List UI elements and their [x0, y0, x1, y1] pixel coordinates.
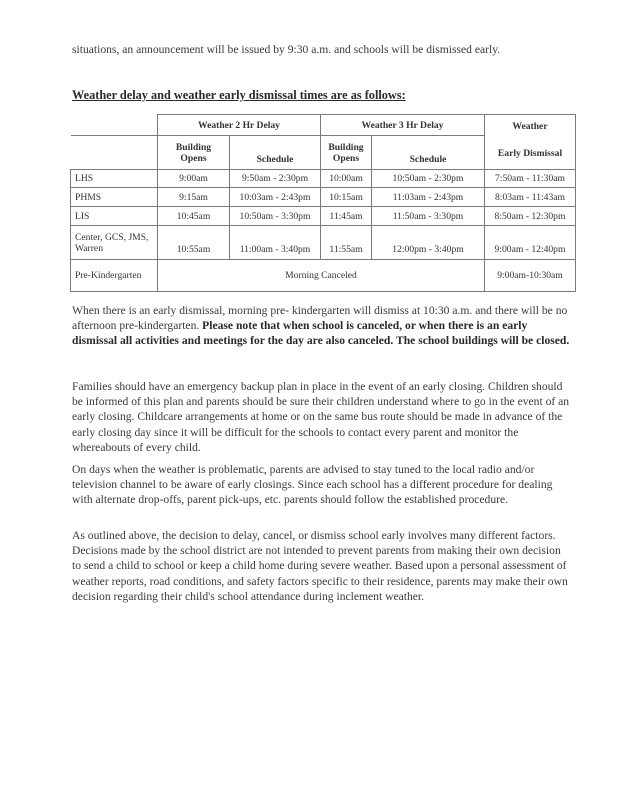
table-group-header-row	[71, 115, 576, 136]
row-school: Center, GCS, JMS, Warren	[71, 226, 158, 260]
row-early-dismissal: 8:03am - 11:43am	[485, 188, 576, 207]
early-dismissal-text: When there is an early dismissal, morning pre- kindergarten will dismiss at 10:30 a.m. and there will be no afternoon pre-kindergarten.	[72, 304, 568, 333]
row-building-opens-3hr: 10:15am	[321, 188, 372, 207]
table-corner-blank	[71, 115, 158, 136]
prek-morning-canceled: Morning Canceled	[158, 260, 485, 292]
row-schedule-2hr: 11:00am - 3:40pm	[230, 226, 321, 260]
row-building-opens-2hr: 9:00am	[158, 170, 230, 188]
header-weather-label: Weather	[512, 121, 548, 132]
table-row	[71, 226, 576, 260]
subheader-schedule-2hr: Schedule	[230, 136, 321, 170]
row-schedule-3hr: 10:50am - 2:30pm	[372, 170, 485, 188]
row-building-opens-3hr: 10:00am	[321, 170, 372, 188]
decision-paragraph: As outlined above, the decision to delay, cancel, or dismiss school early involves many different factors. Decisions made by the school district are not intended to prevent parents from making their own decision to send a child to school or keep a child home during severe weather. Based upon a personal assessment of weather reports, road conditions, and safety factors specific to their residence, parents may make their own decision regarding their child's school attendance during inclement weather.	[72, 529, 568, 603]
table-row	[71, 170, 576, 188]
row-early-dismissal: 7:50am - 11:30am	[485, 170, 576, 188]
subheader-schedule-3hr: Schedule	[372, 136, 485, 170]
section-heading: Weather delay and weather early dismissal times are as follows:	[72, 88, 406, 102]
subheader-building-opens-3hr: Building Opens	[321, 136, 372, 170]
row-school: PHMS	[71, 188, 158, 207]
row-early-dismissal: 8:50am - 12:30pm	[485, 207, 576, 226]
table-row-prek	[71, 260, 576, 292]
row-building-opens-2hr: 9:15am	[158, 188, 230, 207]
row-building-opens-2hr: 10:55am	[158, 226, 230, 260]
header-3hr-delay: Weather 3 Hr Delay	[321, 115, 485, 136]
row-early-dismissal: 9:00am-10:30am	[485, 260, 576, 292]
weather-updates-paragraph: On days when the weather is problematic, parents are advised to stay tuned to the local radio and/or television channel to be aware of early closings. Since each school has a different procedure for dealing with alternate drop-offs, parent pick-ups, etc. parents should follow the established procedure.	[72, 463, 553, 507]
row-schedule-3hr: 11:50am - 3:30pm	[372, 207, 485, 226]
row-school: Pre-Kindergarten	[71, 260, 158, 292]
row-building-opens-3hr: 11:45am	[321, 207, 372, 226]
row-school: LIS	[71, 207, 158, 226]
row-schedule-2hr: 10:03am - 2:43pm	[230, 188, 321, 207]
row-building-opens-2hr: 10:45am	[158, 207, 230, 226]
row-schedule-2hr: 10:50am - 3:30pm	[230, 207, 321, 226]
cancellation-notice: Please note that when school is canceled, or when there is an early dismissal all activities and meetings for the day are also canceled. The school buildings will be closed.	[72, 319, 570, 348]
row-schedule-3hr: 11:03am - 2:43pm	[372, 188, 485, 207]
backup-plan-paragraph: Families should have an emergency backup plan in place in the event of an early closing. Children should be informed of this plan and parents should be sure their children understand where to go in the event of an early closing. Childcare arrangements at home or on the same bus route should be made in advance of the early closing day since it will be difficult for the schools to contact every parent and monitor the whereabouts of every child.	[72, 380, 570, 454]
subheader-building-opens-2hr: Building Opens	[158, 136, 230, 170]
row-building-opens-3hr: 11:55am	[321, 226, 372, 260]
row-early-dismissal: 9:00am - 12:40pm	[485, 226, 576, 260]
row-school: LHS	[71, 170, 158, 188]
row-schedule-3hr: 12:00pm - 3:40pm	[372, 226, 485, 260]
table-row	[71, 207, 576, 226]
table-row	[71, 188, 576, 207]
header-2hr-delay: Weather 2 Hr Delay	[158, 115, 321, 136]
intro-paragraph: situations, an announcement will be issued by 9:30 a.m. and schools will be dismissed early.	[72, 43, 501, 56]
early-dismissal-paragraph	[72, 303, 572, 349]
weather-delay-table	[70, 114, 576, 292]
header-weather-early-dismissal	[485, 115, 576, 170]
table-corner-blank-2	[71, 136, 158, 170]
header-early-dismissal-label: Early Dismissal	[497, 148, 563, 159]
row-schedule-2hr: 9:50am - 2:30pm	[230, 170, 321, 188]
